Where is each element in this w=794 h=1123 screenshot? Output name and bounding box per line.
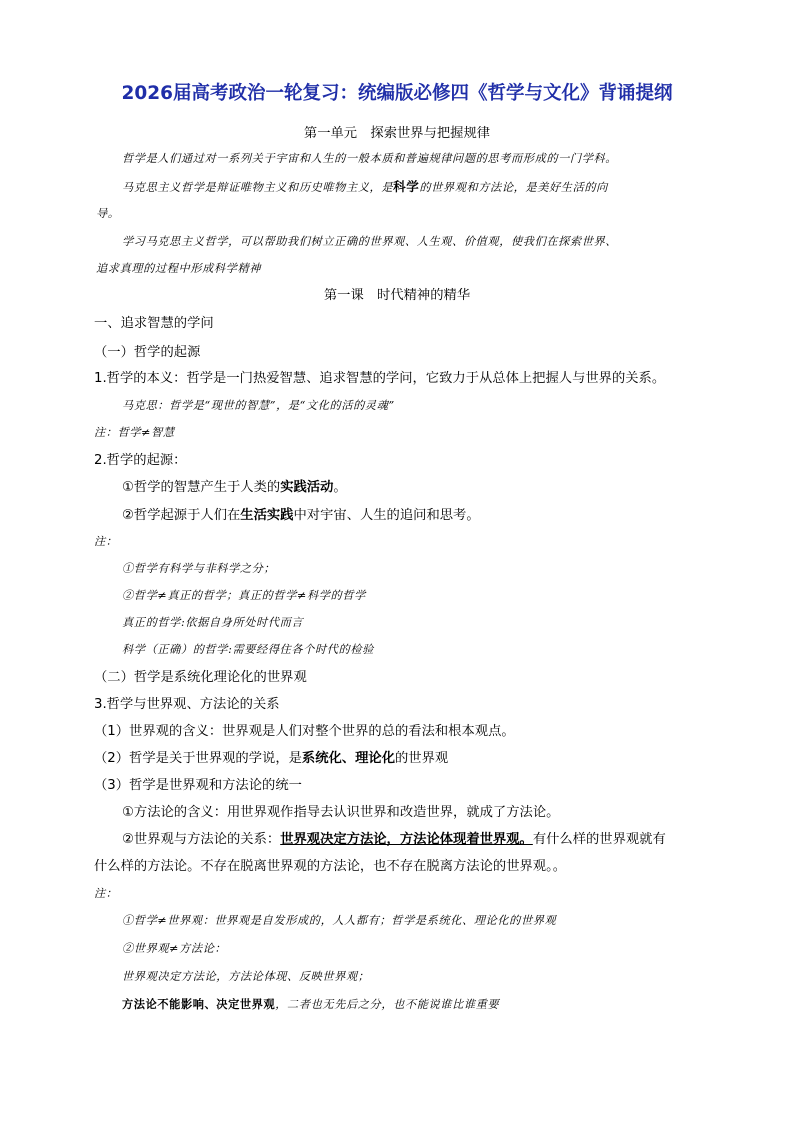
section-heading-1: 一、追求智慧的学问 <box>94 316 214 331</box>
item-3-point-3b: ②世界观与方法论的关系：世界观决定方法论，方法论体现着世界观。有什么样的世界观就有 <box>122 832 666 847</box>
intro-paragraph-3: 学习马克思主义哲学，可以帮助我们树立正确的世界观、人生观、价值观，使我们在探索世界、 <box>122 235 618 248</box>
item-2-point-b: ②哲学起源于人们在生活实践中对宇宙、人生的追问和思考。 <box>122 508 480 523</box>
intro-paragraph-3-cont: 追求真理的过程中形成科学精神 <box>96 262 262 275</box>
item-3: 3.哲学与世界观、方法论的关系 <box>94 697 280 712</box>
document-title: 2026届高考政治一轮复习：统编版必修四《哲学与文化》背诵提纲 <box>121 83 673 104</box>
unit-heading: 第一单元 探索世界与把握规律 <box>303 126 491 141</box>
note-2-label: 注： <box>94 535 118 548</box>
item-3-point-3: （3）哲学是世界观和方法论的统一 <box>94 778 302 793</box>
note-2-point-3: 真正的哲学:依据自身所处时代而言 <box>122 616 304 629</box>
item-1: 1.哲学的本义：哲学是一门热爱智慧、追求智慧的学问，它致力于从总体上把握人与世界的关系。 <box>94 371 666 386</box>
note-2-point-4: 科学（正确）的哲学:需要经得住各个时代的检验 <box>122 643 374 656</box>
subsection-heading-1: （一）哲学的起源 <box>94 345 201 360</box>
note-3-point-4: 方法论不能影响、决定世界观，二者也无先后之分，也不能说谁比谁重要 <box>122 997 500 1011</box>
note-2-point-2: ②哲学≠真正的哲学；真正的哲学≠科学的哲学 <box>122 589 366 602</box>
note-2-point-1: ①哲学有科学与非科学之分； <box>122 562 276 575</box>
item-1-quote: 马克思：哲学是“现世的智慧”，是“文化的活的灵魂” <box>122 399 395 412</box>
intro-paragraph-1: 哲学是人们通过对一系列关于宇宙和人生的一般本质和普遍规律问题的思考而形成的一门学科。 <box>122 152 618 165</box>
item-2-point-a: ①哲学的智慧产生于人类的实践活动。 <box>122 480 347 495</box>
intro-paragraph-2: 马克思主义哲学是辩证唯物主义和历史唯物主义，是科学的世界观和方法论，是美好生活的向 <box>122 179 608 194</box>
lesson-heading: 第一课 时代精神的精华 <box>323 288 471 303</box>
item-3-point-3a: ①方法论的含义：用世界观作指导去认识世界和改造世界，就成了方法论。 <box>122 805 560 820</box>
item-3-point-2: （2）哲学是关于世界观的学说，是系统化、理论化的世界观 <box>94 751 449 766</box>
item-3-point-1: （1）世界观的含义：世界观是人们对整个世界的总的看法和根本观点。 <box>94 724 515 739</box>
item-2: 2.哲学的起源： <box>94 453 187 468</box>
note-3-point-1: ①哲学≠世界观：世界观是自发形成的，人人都有；哲学是系统化、理论化的世界观 <box>122 914 557 927</box>
subsection-heading-2: （二）哲学是系统化理论化的世界观 <box>94 670 307 685</box>
item-3-point-3b-cont: 什么样的方法论。不存在脱离世界观的方法论，也不存在脱离方法论的世界观。。 <box>94 859 567 874</box>
note-3-point-3: 世界观决定方法论，方法论体现、反映世界观； <box>122 970 370 983</box>
note-3-point-2: ②世界观≠方法论： <box>122 942 227 955</box>
note-3-label: 注： <box>94 887 118 900</box>
intro-paragraph-2-cont: 导。 <box>96 207 120 220</box>
note-1: 注：哲学≠智慧 <box>94 426 175 439</box>
